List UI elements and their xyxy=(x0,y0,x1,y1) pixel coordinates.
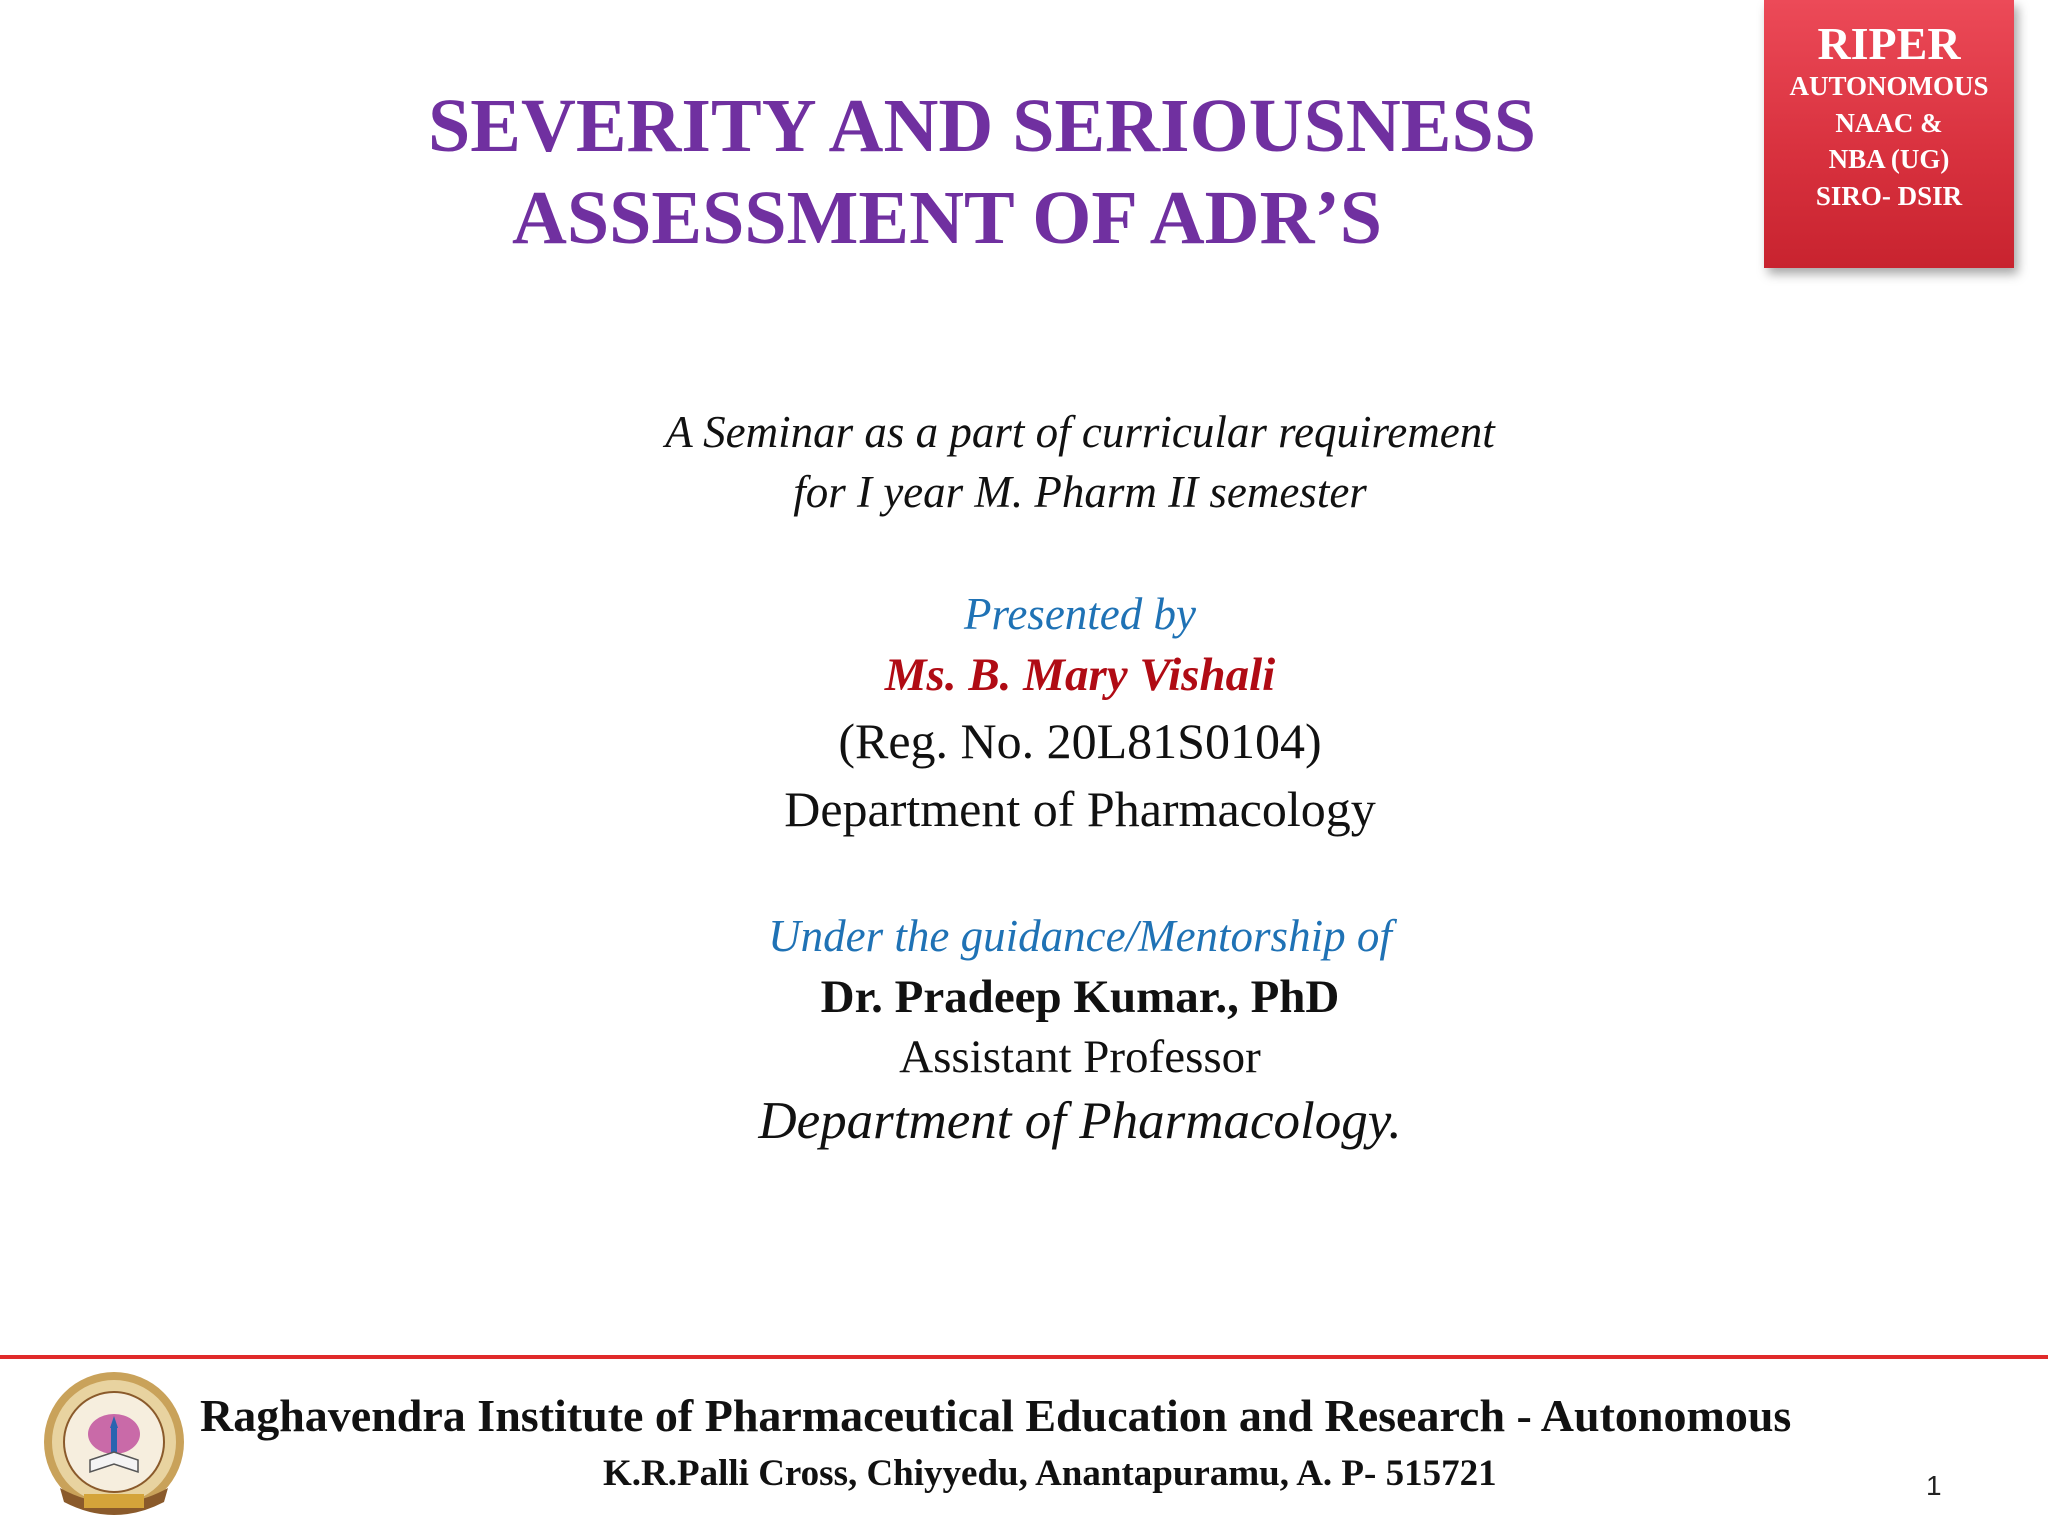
seminar-line-1: A Seminar as a part of curricular requirement xyxy=(665,407,1495,457)
seminar-line-2: for I year M. Pharm II semester xyxy=(793,467,1367,517)
slide-title-line-2: ASSESSMENT OF ADR’S xyxy=(512,176,1383,260)
presenter-department: Department of Pharmacology xyxy=(784,781,1376,837)
badge-line-naac: NAAC & xyxy=(1835,107,1943,138)
badge-line-nba: NBA (UG) xyxy=(1828,144,1950,175)
badge-line-autonomous: AUTONOMOUS xyxy=(1789,71,1989,102)
footer-divider xyxy=(0,1355,2048,1359)
institute-address: K.R.Palli Cross, Chiyyedu, Anantapuramu, A. P- 515721 xyxy=(603,1453,1497,1494)
guide-department: Department of Pharmacology. xyxy=(758,1092,1402,1150)
riper-accreditation-badge xyxy=(1764,0,2014,268)
page-number: 1 xyxy=(1926,1470,1942,1501)
slide-title-line-1: SEVERITY AND SERIOUSNESS xyxy=(428,84,1537,168)
presenter-reg-number: (Reg. No. 20L81S0104) xyxy=(838,713,1322,769)
guide-name: Dr. Pradeep Kumar., PhD xyxy=(820,971,1340,1023)
badge-name: RIPER xyxy=(1817,18,1961,69)
presenter-name: Ms. B. Mary Vishali xyxy=(884,649,1276,701)
guidance-label: Under the guidance/Mentorship of xyxy=(768,911,1392,961)
badge-line-siro: SIRO- DSIR xyxy=(1815,180,1963,211)
guide-designation: Assistant Professor xyxy=(899,1031,1261,1083)
institute-seal-logo-icon xyxy=(40,1368,188,1528)
institute-name: Raghavendra Institute of Pharmaceutical Education and Research - Autonomous xyxy=(200,1390,1792,1441)
presented-by-label: Presented by xyxy=(964,589,1196,639)
